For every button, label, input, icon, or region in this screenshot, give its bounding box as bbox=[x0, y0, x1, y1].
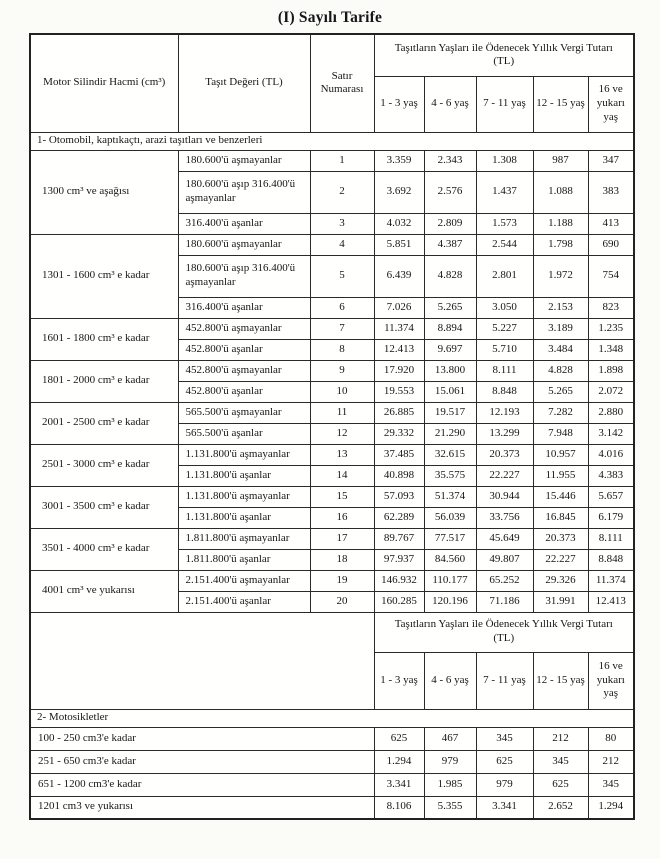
tax-cell: 2.652 bbox=[533, 796, 588, 819]
tax-title-text: Taşıtların Yaşları ile Ödenecek Yıllık Vergi Tutarı bbox=[394, 618, 613, 631]
tax-cell: 35.575 bbox=[424, 465, 476, 486]
tax-cell: 3.142 bbox=[588, 423, 634, 444]
row-number-cell: 4 bbox=[310, 234, 374, 255]
tax-cell: 3.341 bbox=[476, 796, 533, 819]
tax-cell: 20.373 bbox=[476, 444, 533, 465]
tax-title-text: Taşıtların Yaşları ile Ödenecek Yıllık Vergi Tutarı bbox=[394, 41, 613, 54]
tax-cell: 1.573 bbox=[476, 213, 533, 234]
section-label: 2- Motosikletler bbox=[30, 709, 634, 727]
tax-cell: 19.517 bbox=[424, 402, 476, 423]
vehicle-value-cell: 452.800'ü aşmayanlar bbox=[178, 318, 310, 339]
row-number-cell: 14 bbox=[310, 465, 374, 486]
tax-cell: 5.355 bbox=[424, 796, 476, 819]
tax-cell: 37.485 bbox=[374, 444, 424, 465]
tax-cell: 7.948 bbox=[533, 423, 588, 444]
vehicle-value-cell: 452.800'ü aşanlar bbox=[178, 339, 310, 360]
tax-cell: 8.106 bbox=[374, 796, 424, 819]
engine-size-cell: 4001 cm³ ve yukarısı bbox=[30, 570, 178, 612]
header-age-7-11: 7 - 11 yaş bbox=[476, 652, 533, 709]
tax-cell: 65.252 bbox=[476, 570, 533, 591]
tax-cell: 9.697 bbox=[424, 339, 476, 360]
motorcycle-class-cell: 100 - 250 cm3'e kadar bbox=[30, 727, 374, 750]
tax-cell: 625 bbox=[533, 773, 588, 796]
vehicle-value-cell: 316.400'ü aşanlar bbox=[178, 213, 310, 234]
row-number-cell: 9 bbox=[310, 360, 374, 381]
tax-cell: 5.265 bbox=[533, 381, 588, 402]
tax-cell: 2.576 bbox=[424, 171, 476, 213]
tax-cell: 20.373 bbox=[533, 528, 588, 549]
tax-cell: 8.848 bbox=[588, 549, 634, 570]
tax-cell: 625 bbox=[476, 750, 533, 773]
tax-cell: 56.039 bbox=[424, 507, 476, 528]
engine-size-cell: 2001 - 2500 cm³ e kadar bbox=[30, 402, 178, 444]
vehicle-value-cell: 1.131.800'ü aşmayanlar bbox=[178, 444, 310, 465]
tax-cell: 17.920 bbox=[374, 360, 424, 381]
tax-cell: 2.801 bbox=[476, 255, 533, 297]
tax-cell: 4.828 bbox=[424, 255, 476, 297]
vehicle-value-cell: 2.151.400'ü aşmayanlar bbox=[178, 570, 310, 591]
motorcycle-class-cell: 1201 cm3 ve yukarısı bbox=[30, 796, 374, 819]
tax-cell: 29.326 bbox=[533, 570, 588, 591]
tax-cell: 467 bbox=[424, 727, 476, 750]
tax-cell: 754 bbox=[588, 255, 634, 297]
tax-cell: 1.188 bbox=[533, 213, 588, 234]
tax-cell: 10.957 bbox=[533, 444, 588, 465]
tax-cell: 1.437 bbox=[476, 171, 533, 213]
tax-cell: 8.848 bbox=[476, 381, 533, 402]
tax-cell: 1.294 bbox=[374, 750, 424, 773]
tax-cell: 146.932 bbox=[374, 570, 424, 591]
tax-cell: 1.088 bbox=[533, 171, 588, 213]
row-number-cell: 10 bbox=[310, 381, 374, 402]
vehicle-value-cell: 1.811.800'ü aşmayanlar bbox=[178, 528, 310, 549]
table-row bbox=[30, 528, 634, 549]
motorcycle-class-cell: 251 - 650 cm3'e kadar bbox=[30, 750, 374, 773]
vehicle-value-cell: 452.800'ü aşmayanlar bbox=[178, 360, 310, 381]
vehicle-value-cell: 1.131.800'ü aşanlar bbox=[178, 507, 310, 528]
document-page bbox=[0, 9, 660, 859]
tax-cell: 345 bbox=[476, 727, 533, 750]
table-row bbox=[30, 402, 634, 423]
tax-cell: 3.341 bbox=[374, 773, 424, 796]
engine-size-cell: 3501 - 4000 cm³ e kadar bbox=[30, 528, 178, 570]
vehicle-value-cell: 1.811.800'ü aşanlar bbox=[178, 549, 310, 570]
engine-size-cell: 1300 cm³ ve aşağısı bbox=[30, 150, 178, 234]
row-number-cell: 3 bbox=[310, 213, 374, 234]
tax-cell: 2.343 bbox=[424, 150, 476, 171]
tax-cell: 11.374 bbox=[374, 318, 424, 339]
header-tax-span bbox=[374, 34, 634, 76]
tax-cell: 51.374 bbox=[424, 486, 476, 507]
tax-cell: 26.885 bbox=[374, 402, 424, 423]
tax-cell: 347 bbox=[588, 150, 634, 171]
table-row bbox=[30, 318, 634, 339]
tax-cell: 4.032 bbox=[374, 213, 424, 234]
header2-empty-cell bbox=[30, 612, 374, 709]
tax-cell: 212 bbox=[588, 750, 634, 773]
tax-cell: 32.615 bbox=[424, 444, 476, 465]
section-row-automobiles bbox=[30, 132, 634, 150]
tax-cell: 4.383 bbox=[588, 465, 634, 486]
vehicle-value-cell: 1.131.800'ü aşanlar bbox=[178, 465, 310, 486]
table-row bbox=[30, 486, 634, 507]
header-row-no: Satır Numarası bbox=[310, 34, 374, 132]
tax-cell: 33.756 bbox=[476, 507, 533, 528]
tax-cell: 5.851 bbox=[374, 234, 424, 255]
tax-cell: 823 bbox=[588, 297, 634, 318]
vehicle-value-cell: 452.800'ü aşanlar bbox=[178, 381, 310, 402]
tax-cell: 160.285 bbox=[374, 591, 424, 612]
tax-cell: 11.955 bbox=[533, 465, 588, 486]
table-row bbox=[30, 150, 634, 171]
vehicle-value-cell: 565.500'ü aşanlar bbox=[178, 423, 310, 444]
tax-cell: 29.332 bbox=[374, 423, 424, 444]
tariff-table bbox=[29, 33, 635, 820]
header-age-16-up: 16 ve yukarı yaş bbox=[588, 652, 634, 709]
engine-size-cell: 3001 - 3500 cm³ e kadar bbox=[30, 486, 178, 528]
table-row bbox=[30, 570, 634, 591]
row-number-cell: 5 bbox=[310, 255, 374, 297]
tax-cell: 212 bbox=[533, 727, 588, 750]
table-row bbox=[30, 773, 634, 796]
vehicle-value-cell: 180.600'ü aşmayanlar bbox=[178, 150, 310, 171]
table-row bbox=[30, 234, 634, 255]
engine-size-cell: 1601 - 1800 cm³ e kadar bbox=[30, 318, 178, 360]
tax-cell: 1.972 bbox=[533, 255, 588, 297]
tax-cell: 49.807 bbox=[476, 549, 533, 570]
header-age-16-up: 16 ve yukarı yaş bbox=[588, 76, 634, 132]
tax-title-unit: (TL) bbox=[493, 632, 515, 644]
header-age-7-11: 7 - 11 yaş bbox=[476, 76, 533, 132]
motorcycle-class-cell: 651 - 1200 cm3'e kadar bbox=[30, 773, 374, 796]
tax-cell: 345 bbox=[533, 750, 588, 773]
tax-cell: 979 bbox=[476, 773, 533, 796]
tax-cell: 1.308 bbox=[476, 150, 533, 171]
tax-cell: 120.196 bbox=[424, 591, 476, 612]
tax-cell: 16.845 bbox=[533, 507, 588, 528]
tax-cell: 1.985 bbox=[424, 773, 476, 796]
tax-cell: 1.798 bbox=[533, 234, 588, 255]
tax-cell: 8.894 bbox=[424, 318, 476, 339]
vehicle-value-cell: 180.600'ü aşmayanlar bbox=[178, 234, 310, 255]
row-number-cell: 18 bbox=[310, 549, 374, 570]
tax-cell: 97.937 bbox=[374, 549, 424, 570]
tax-cell: 6.179 bbox=[588, 507, 634, 528]
tax-cell: 4.387 bbox=[424, 234, 476, 255]
tax-cell: 77.517 bbox=[424, 528, 476, 549]
tax-cell: 8.111 bbox=[476, 360, 533, 381]
tax-cell: 625 bbox=[374, 727, 424, 750]
tax-cell: 80 bbox=[588, 727, 634, 750]
header-age-4-6: 4 - 6 yaş bbox=[424, 652, 476, 709]
row-number-cell: 15 bbox=[310, 486, 374, 507]
tax-cell: 2.544 bbox=[476, 234, 533, 255]
vehicle-value-cell: 316.400'ü aşanlar bbox=[178, 297, 310, 318]
tax-cell: 57.093 bbox=[374, 486, 424, 507]
header-age-1-3: 1 - 3 yaş bbox=[374, 76, 424, 132]
header-age-4-6: 4 - 6 yaş bbox=[424, 76, 476, 132]
tax-cell: 5.710 bbox=[476, 339, 533, 360]
tax-cell: 4.016 bbox=[588, 444, 634, 465]
row-number-cell: 1 bbox=[310, 150, 374, 171]
tax-cell: 45.649 bbox=[476, 528, 533, 549]
tax-cell: 8.111 bbox=[588, 528, 634, 549]
header-age-12-15: 12 - 15 yaş bbox=[533, 76, 588, 132]
table-row bbox=[30, 444, 634, 465]
engine-size-cell: 1301 - 1600 cm³ e kadar bbox=[30, 234, 178, 318]
tax-cell: 21.290 bbox=[424, 423, 476, 444]
tax-cell: 2.072 bbox=[588, 381, 634, 402]
tax-cell: 1.235 bbox=[588, 318, 634, 339]
tax-cell: 413 bbox=[588, 213, 634, 234]
tax-cell: 987 bbox=[533, 150, 588, 171]
engine-size-cell: 2501 - 3000 cm³ e kadar bbox=[30, 444, 178, 486]
tax-cell: 4.828 bbox=[533, 360, 588, 381]
table-row bbox=[30, 796, 634, 819]
tax-cell: 5.227 bbox=[476, 318, 533, 339]
tax-cell: 1.348 bbox=[588, 339, 634, 360]
vehicle-value-cell: 565.500'ü aşmayanlar bbox=[178, 402, 310, 423]
tax-cell: 12.413 bbox=[588, 591, 634, 612]
row-number-cell: 7 bbox=[310, 318, 374, 339]
header-age-1-3: 1 - 3 yaş bbox=[374, 652, 424, 709]
tax-cell: 30.944 bbox=[476, 486, 533, 507]
tax-cell: 40.898 bbox=[374, 465, 424, 486]
tax-cell: 5.265 bbox=[424, 297, 476, 318]
tax-cell: 22.227 bbox=[533, 549, 588, 570]
vehicle-value-cell: 2.151.400'ü aşanlar bbox=[178, 591, 310, 612]
tax-cell: 3.359 bbox=[374, 150, 424, 171]
row-number-cell: 17 bbox=[310, 528, 374, 549]
row-number-cell: 6 bbox=[310, 297, 374, 318]
header-age-12-15: 12 - 15 yaş bbox=[533, 652, 588, 709]
row-number-cell: 12 bbox=[310, 423, 374, 444]
tax-cell: 89.767 bbox=[374, 528, 424, 549]
tax-cell: 110.177 bbox=[424, 570, 476, 591]
tax-cell: 383 bbox=[588, 171, 634, 213]
vehicle-value-cell: 180.600'ü aşıp 316.400'ü aşmayanlar bbox=[178, 255, 310, 297]
tax-title-unit: (TL) bbox=[493, 55, 515, 68]
tax-cell: 2.880 bbox=[588, 402, 634, 423]
tax-cell: 13.299 bbox=[476, 423, 533, 444]
header2-row-top bbox=[30, 612, 634, 652]
tax-cell: 1.898 bbox=[588, 360, 634, 381]
tax-cell: 690 bbox=[588, 234, 634, 255]
vehicle-value-cell: 1.131.800'ü aşmayanlar bbox=[178, 486, 310, 507]
table-row bbox=[30, 360, 634, 381]
tax-cell: 2.153 bbox=[533, 297, 588, 318]
tax-cell: 15.061 bbox=[424, 381, 476, 402]
tax-cell: 345 bbox=[588, 773, 634, 796]
table-row bbox=[30, 750, 634, 773]
tax-cell: 71.186 bbox=[476, 591, 533, 612]
tax-cell: 3.189 bbox=[533, 318, 588, 339]
section-row-motorcycles bbox=[30, 709, 634, 727]
tax-cell: 7.026 bbox=[374, 297, 424, 318]
tax-cell: 3.484 bbox=[533, 339, 588, 360]
engine-size-cell: 1801 - 2000 cm³ e kadar bbox=[30, 360, 178, 402]
tax-cell: 11.374 bbox=[588, 570, 634, 591]
tax-cell: 22.227 bbox=[476, 465, 533, 486]
header-row-top bbox=[30, 34, 634, 76]
tax-cell: 12.413 bbox=[374, 339, 424, 360]
tax-cell: 19.553 bbox=[374, 381, 424, 402]
tax-cell: 3.050 bbox=[476, 297, 533, 318]
tax-cell: 62.289 bbox=[374, 507, 424, 528]
tax-cell: 13.800 bbox=[424, 360, 476, 381]
tax-cell: 84.560 bbox=[424, 549, 476, 570]
tax-cell: 2.809 bbox=[424, 213, 476, 234]
vehicle-value-cell: 180.600'ü aşıp 316.400'ü aşmayanlar bbox=[178, 171, 310, 213]
header2-tax-span bbox=[374, 612, 634, 652]
tax-cell: 6.439 bbox=[374, 255, 424, 297]
header-engine: Motor Silindir Hacmi (cm³) bbox=[30, 34, 178, 132]
row-number-cell: 16 bbox=[310, 507, 374, 528]
row-number-cell: 11 bbox=[310, 402, 374, 423]
page-title: (I) Sayılı Tarife bbox=[277, 9, 383, 26]
row-number-cell: 8 bbox=[310, 339, 374, 360]
row-number-cell: 19 bbox=[310, 570, 374, 591]
tax-cell: 1.294 bbox=[588, 796, 634, 819]
header-value: Taşıt Değeri (TL) bbox=[178, 34, 310, 132]
section-label: 1- Otomobil, kaptıkaçtı, arazi taşıtları ve benzerleri bbox=[30, 132, 634, 150]
tax-cell: 7.282 bbox=[533, 402, 588, 423]
tax-cell: 12.193 bbox=[476, 402, 533, 423]
tax-cell: 31.991 bbox=[533, 591, 588, 612]
tax-cell: 15.446 bbox=[533, 486, 588, 507]
tax-cell: 5.657 bbox=[588, 486, 634, 507]
row-number-cell: 13 bbox=[310, 444, 374, 465]
tax-cell: 3.692 bbox=[374, 171, 424, 213]
tax-cell: 979 bbox=[424, 750, 476, 773]
row-number-cell: 2 bbox=[310, 171, 374, 213]
table-row bbox=[30, 727, 634, 750]
row-number-cell: 20 bbox=[310, 591, 374, 612]
